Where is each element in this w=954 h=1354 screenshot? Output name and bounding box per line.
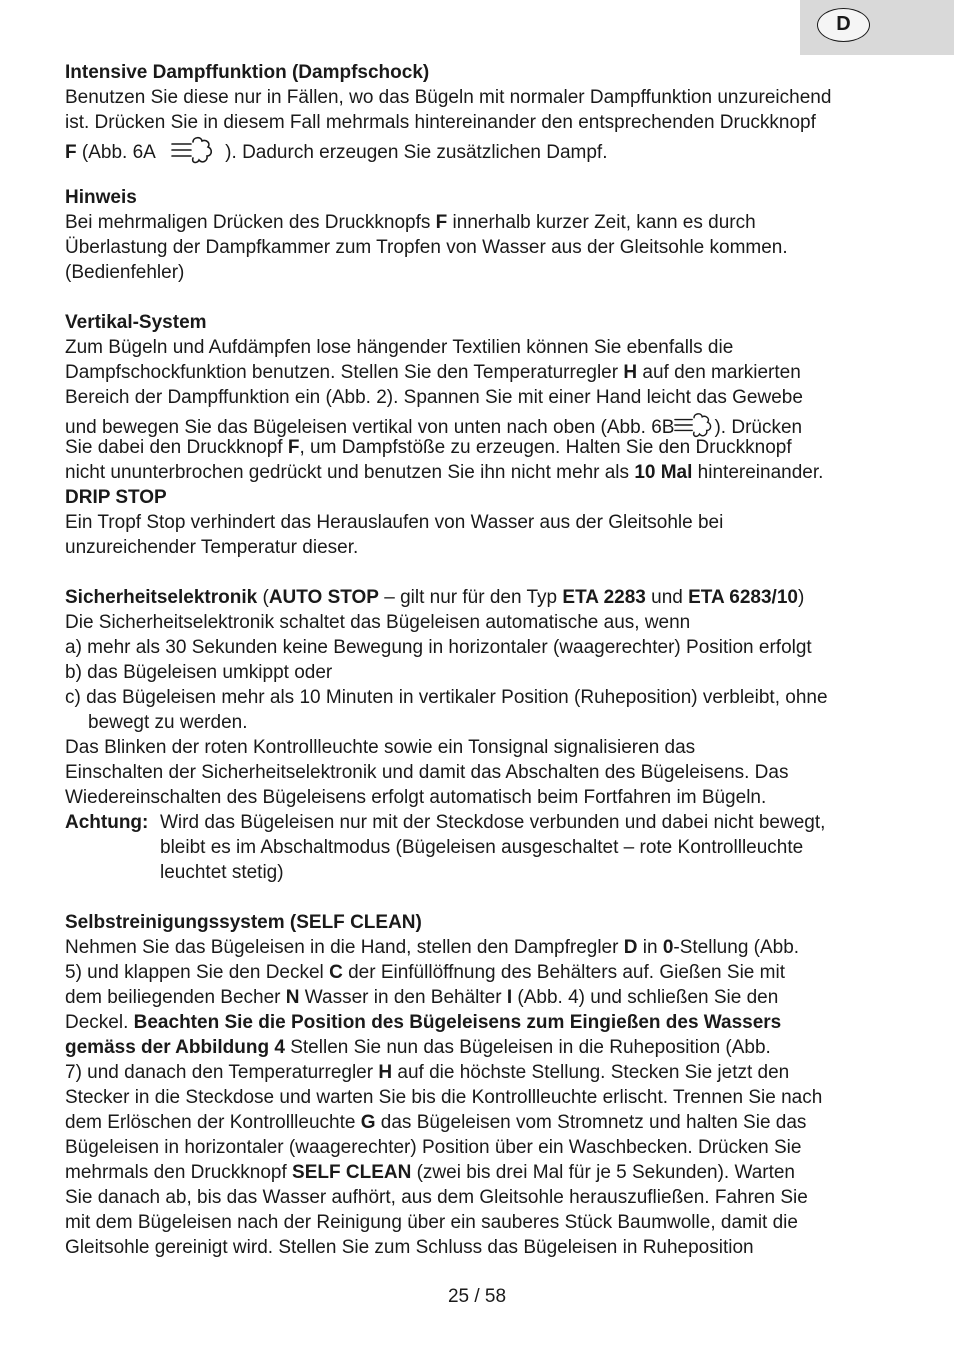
- list-item-continuation: bewegt zu werden.: [88, 712, 248, 733]
- paragraph-line: unzureichender Temperatur dieser.: [65, 537, 359, 558]
- paragraph-line: Überlastung der Dampfkammer zum Tropfen von Wasser aus der Gleitsohle kommen.: [65, 237, 788, 258]
- paragraph-line: Bei mehrmaligen Drücken des Druckknopfs F innerhalb kurzer Zeit, kann es durch: [65, 212, 756, 233]
- warning-text: [160, 810, 895, 885]
- warning-line: Wird das Bügeleisen nur mit der Steckdose verbunden und dabei nicht bewegt,: [160, 812, 826, 833]
- paragraph-line: Die Sicherheitselektronik schaltet das Bügeleisen automatische aus, wenn: [65, 612, 691, 633]
- section-heading-self-clean: Selbstreinigungssystem (SELF CLEAN): [65, 912, 422, 933]
- paragraph-line: Sie dabei den Druckknopf F, um Dampfstöße zu erzeugen. Halten Sie den Druckknopf: [65, 437, 792, 458]
- warning-line: bleibt es im Abschaltmodus (Bügeleisen ausgeschaltet – rote Kontrollleuchte: [160, 837, 804, 858]
- warning-line: leuchtet stetig): [160, 862, 284, 883]
- manual-page-content: [65, 60, 895, 1260]
- paragraph-line: Das Blinken der roten Kontrollleuchte sowie ein Tonsignal signalisieren das: [65, 737, 696, 758]
- list-item: a) mehr als 30 Sekunden keine Bewegung in horizontaler (waagerechter) Position erfolgt: [65, 637, 812, 658]
- list-item: b) das Bügeleisen umkippt oder: [65, 662, 333, 683]
- paragraph-line: Ein Tropf Stop verhindert das Herauslaufen von Wasser aus der Gleitsohle bei: [65, 512, 724, 533]
- paragraph-line: Dampfschockfunktion benutzen. Stellen Sie den Temperaturregler H auf den markierten: [65, 362, 801, 383]
- paragraph-line: 7) und danach den Temperaturregler H auf die höchste Stellung. Stecken Sie jetzt den: [65, 1062, 790, 1083]
- language-tab: [800, 0, 954, 55]
- paragraph-line: Zum Bügeln und Aufdämpfen lose hängender Textilien können Sie ebenfalls die: [65, 337, 734, 358]
- paragraph-line: (Bedienfehler): [65, 262, 185, 283]
- section-heading-intensive: Intensive Dampffunktion (Dampfschock): [65, 62, 430, 83]
- paragraph-line: Wiedereinschalten des Bügeleisens erfolgt automatisch beim Fortfahren im Bügeln.: [65, 787, 767, 808]
- paragraph-line: 5) und klappen Sie den Deckel C der Einfüllöffnung des Behälters auf. Gießen Sie mit: [65, 962, 785, 983]
- paragraph-line: Gleitsohle gereinigt wird. Stellen Sie zum Schluss das Bügeleisen in Ruheposition: [65, 1237, 754, 1258]
- list-item: c) das Bügeleisen mehr als 10 Minuten in vertikaler Position (Ruheposition) verbleibt, ohne: [65, 687, 828, 708]
- section-heading-drip-stop: DRIP STOP: [65, 487, 167, 508]
- paragraph-line: dem Erlöschen der Kontrollleuchte G das Bügeleisen vom Stromnetz und halten Sie das: [65, 1112, 807, 1133]
- section-heading-vertikal: Vertikal-System: [65, 312, 207, 333]
- steam-burst-icon: [171, 135, 215, 165]
- paragraph-line: Nehmen Sie das Bügeleisen in die Hand, stellen den Dampfregler D in 0-Stellung (Abb.: [65, 937, 800, 958]
- paragraph-line: und bewegen Sie das Bügeleisen vertikal von unten nach oben (Abb. 6B ). Drücken: [65, 410, 895, 435]
- paragraph-line: dem beiliegenden Becher N Wasser in den Behälter I (Abb. 4) und schließen Sie den: [65, 987, 779, 1008]
- paragraph-line: Benutzen Sie diese nur in Fällen, wo das Bügeln mit normaler Dampffunktion unzureichend: [65, 87, 832, 108]
- paragraph-line: mehrmals den Druckknopf SELF CLEAN (zwei bis drei Mal für je 5 Sekunden). Warten: [65, 1162, 796, 1183]
- paragraph-line: Deckel. Beachten Sie die Position des Bügeleisens zum Eingießen des Wassers: [65, 1012, 782, 1033]
- language-badge: D: [817, 8, 870, 42]
- paragraph-line: ist. Drücken Sie in diesem Fall mehrmals hintereinander den entsprechenden Druckknopf: [65, 112, 816, 133]
- section-heading-hinweis: Hinweis: [65, 187, 137, 208]
- paragraph-line: Einschalten der Sicherheitselektronik und damit das Abschalten des Bügeleisens. Das: [65, 762, 789, 783]
- page-number: 25 / 58: [447, 1286, 507, 1307]
- section-heading-safety: Sicherheitselektronik (AUTO STOP – gilt nur für den Typ ETA 2283 und ETA 6283/10): [65, 587, 805, 608]
- paragraph-line: F (Abb. 6A ). Dadurch erzeugen Sie zusätzlichen Dampf.: [65, 135, 895, 160]
- paragraph-line: gemäss der Abbildung 4 Stellen Sie nun das Bügeleisen in die Ruheposition (Abb.: [65, 1037, 771, 1058]
- paragraph-line: Bereich der Dampffunktion ein (Abb. 2). Spannen Sie mit einer Hand leicht das Gewebe: [65, 387, 803, 408]
- warning-note: [65, 810, 895, 885]
- paragraph-line: nicht ununterbrochen gedrückt und benutzen Sie ihn nicht mehr als 10 Mal hintereinander.: [65, 462, 824, 483]
- paragraph-line: Sie danach ab, bis das Wasser aufhört, aus dem Gleitsohle herauszufließen. Fahren Sie: [65, 1187, 808, 1208]
- paragraph-line: Bügeleisen in horizontaler (waagerechter) Position über ein Waschbecken. Drücken Sie: [65, 1137, 802, 1158]
- paragraph-line: mit dem Bügeleisen nach der Reinigung über ein sauberes Stück Baumwolle, damit die: [65, 1212, 798, 1233]
- paragraph-line: Stecker in die Steckdose und warten Sie bis die Kontrollleuchte erlischt. Trennen Sie nach: [65, 1087, 823, 1108]
- warning-label: Achtung:: [65, 812, 149, 833]
